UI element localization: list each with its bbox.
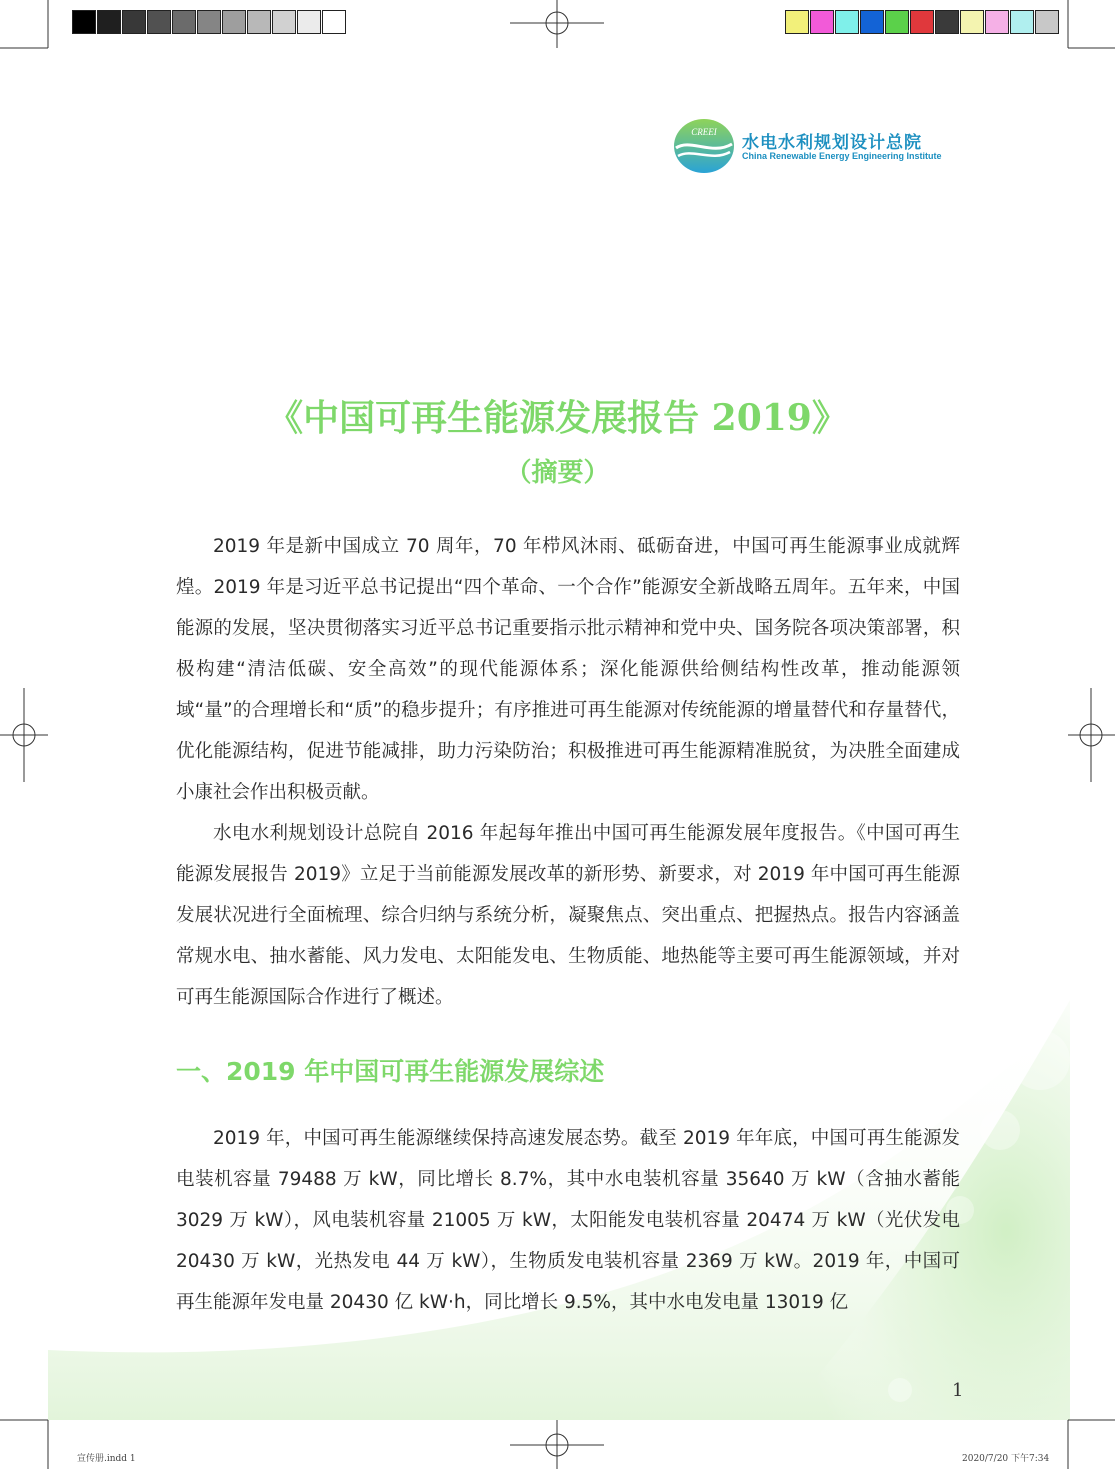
report-subtitle: （摘要） — [505, 458, 610, 488]
gray-swatch — [222, 10, 246, 34]
gray-swatch — [72, 10, 96, 34]
logo-mark-text: CREEI — [691, 127, 717, 137]
process-color-swatch — [785, 10, 809, 34]
slug-file-name: 宣传册.indd 1 — [77, 1454, 136, 1464]
section-heading: 一、2019 年中国可再生能源发展综述 — [176, 1057, 605, 1086]
process-color-swatch — [910, 10, 934, 34]
gray-swatch — [122, 10, 146, 34]
slug-datetime: 2020/7/20 下午7:34 — [962, 1454, 1050, 1464]
process-color-swatch — [935, 10, 959, 34]
process-color-swatch — [985, 10, 1009, 34]
paragraph-text: 水电水利规划设计总院自 2016 年起每年推出中国可再生能源发展年度报告。《中国可再生能源发展报告 2019》立足于当前能源发展改革的新形势、新要求，对 2019 年中国可再生能源发展状况进行全面梳理、综合归纳与系统分析，凝聚焦点、突出重点、把握热点。报告内容涵盖常规水电、抽水蓄能、风力发电、太阳能发电、生物质能、地热能等主要可再生能源领域，并对可再生能源国际合作进行了概述。 — [176, 823, 960, 1008]
institute-name-cn: 水电水利规划设计总院 — [742, 133, 922, 153]
process-color-swatch — [1035, 10, 1059, 34]
gray-swatch — [297, 10, 321, 34]
gray-swatch — [97, 10, 121, 34]
gray-swatch — [322, 10, 346, 34]
grayscale-color-bar — [72, 10, 347, 34]
process-color-swatch — [835, 10, 859, 34]
institute-logo-icon — [672, 118, 736, 174]
gray-swatch — [147, 10, 171, 34]
process-color-swatch — [860, 10, 884, 34]
process-color-swatch — [1010, 10, 1034, 34]
process-color-swatch — [885, 10, 909, 34]
process-color-bar — [785, 10, 1060, 34]
gray-swatch — [272, 10, 296, 34]
section-paragraph-1 — [176, 1118, 960, 1323]
intro-paragraph-2 — [176, 813, 960, 1018]
report-title: 《中国可再生能源发展报告 2019》 — [267, 397, 848, 439]
gray-swatch — [197, 10, 221, 34]
gray-swatch — [247, 10, 271, 34]
paragraph-text: 2019 年是新中国成立 70 周年，70 年栉风沐雨、砥砺奋进，中国可再生能源事业成就辉煌。2019 年是习近平总书记提出“四个革命、一个合作”能源安全新战略五周年。五年来，中国能源的发展，坚决贯彻落实习近平总书记重要指示批示精神和党中央、国务院各项决策部署，积极构建“清洁低碳、安全高效”的现代能源体系；深化能源供给侧结构性改革，推动能源领域“量”的合理增长和“质”的稳步提升；有序推进可再生能源对传统能源的增量替代和存量替代，优化能源结构，促进节能减排，助力污染防治；积极推进可再生能源精准脱贫，为决胜全面建成小康社会作出积极贡献。 — [176, 536, 960, 803]
process-color-swatch — [960, 10, 984, 34]
process-color-swatch — [810, 10, 834, 34]
institute-name-en: China Renewable Energy Engineering Institute — [742, 151, 942, 161]
page-number: 1 — [952, 1380, 964, 1401]
intro-paragraph-1 — [176, 526, 960, 813]
gray-swatch — [172, 10, 196, 34]
paragraph-text: 2019 年，中国可再生能源继续保持高速发展态势。截至 2019 年年底，中国可再生能源发电装机容量 79488 万 kW，同比增长 8.7%，其中水电装机容量 35640 万 kW（含抽水蓄能 3029 万 kW），风电装机容量 21005 万 kW，太阳能发电装机容量 20474 万 kW（光伏发电 20430 万 kW，光热发电 44 万 kW），生物质发电装机容量 2369 万 kW。2019 年，中国可再生能源年发电量 20430 亿 kW·h，同比增长 9.5%，其中水电发电量 13019 亿 — [176, 1128, 960, 1313]
